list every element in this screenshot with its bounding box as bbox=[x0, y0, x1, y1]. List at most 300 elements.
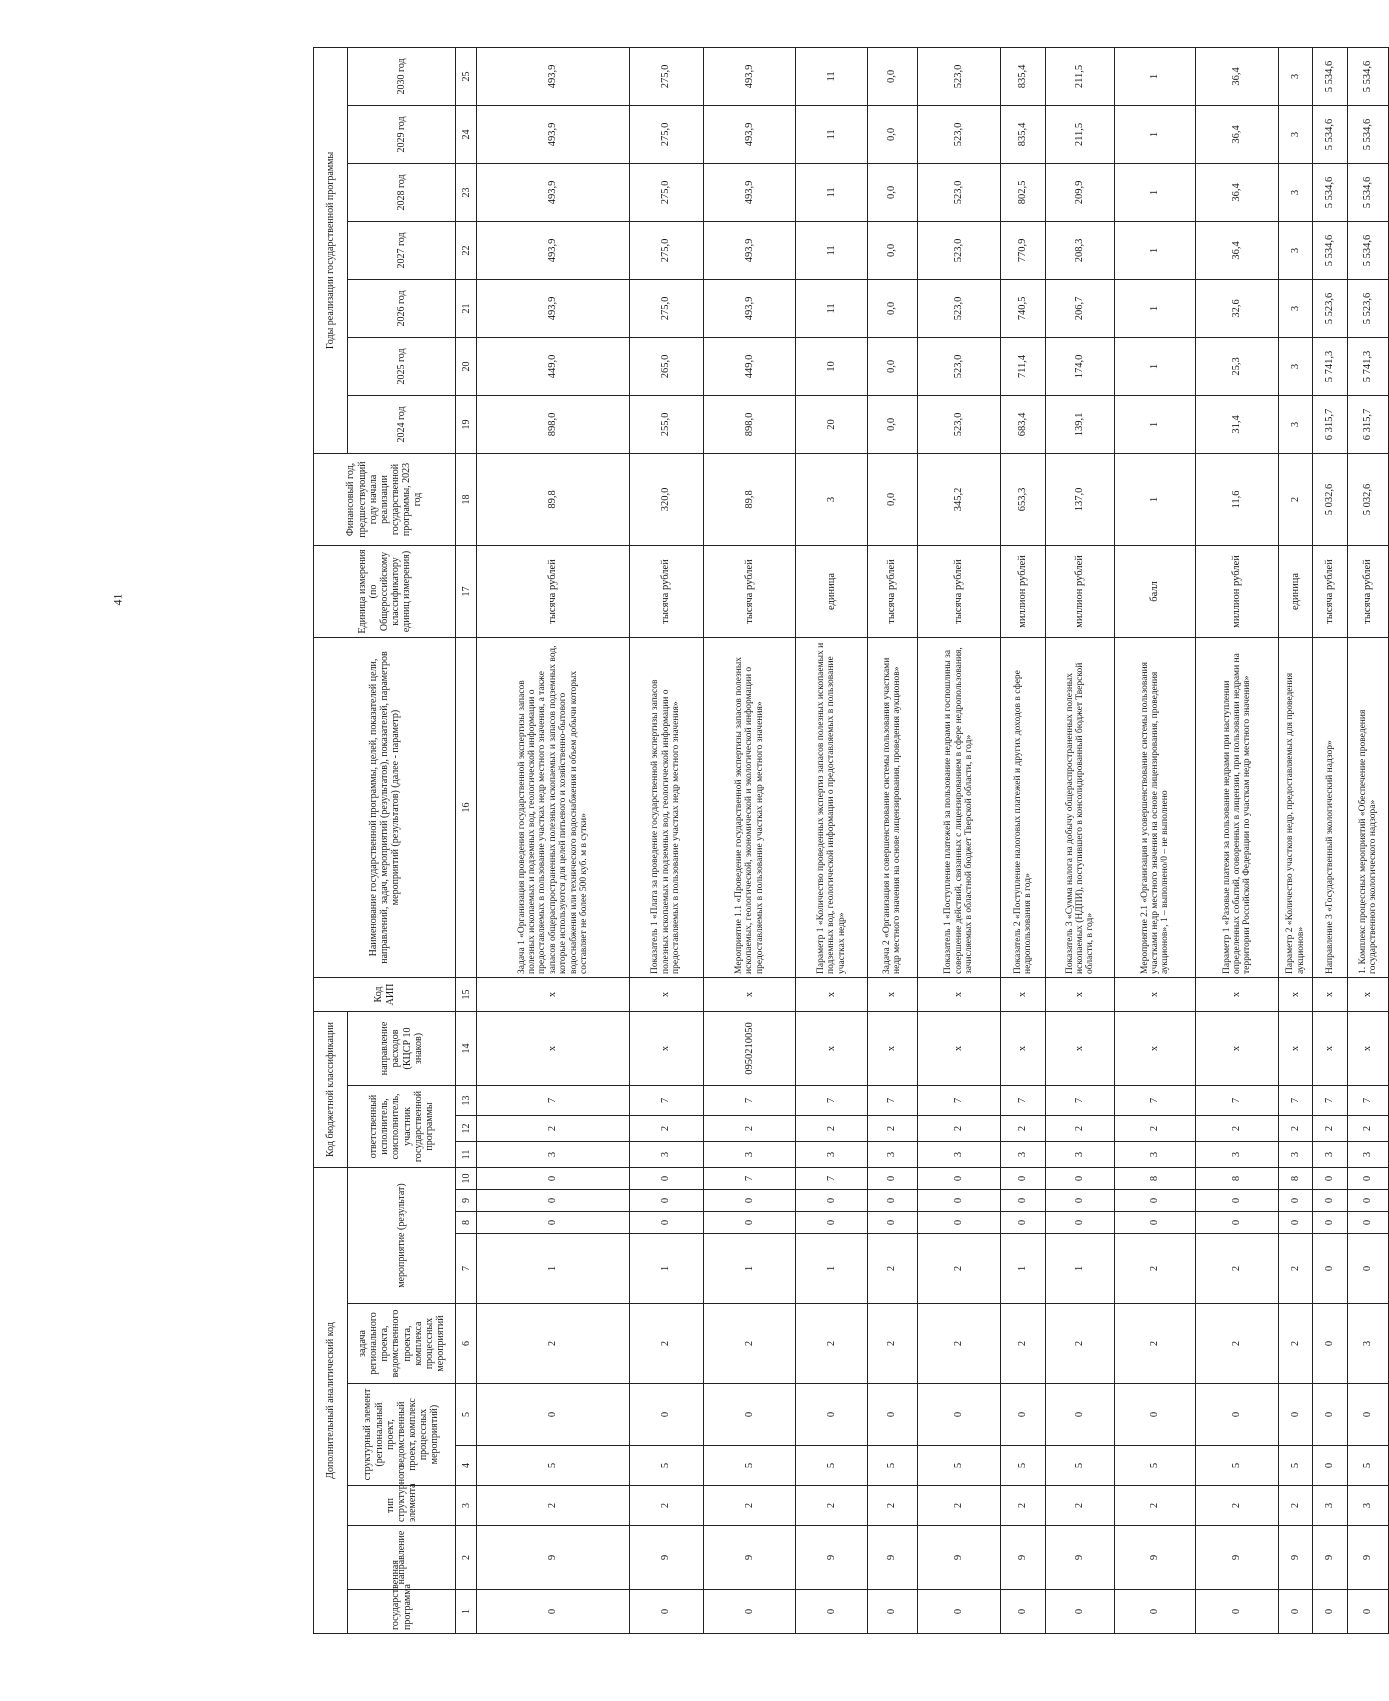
code-cell: 0 bbox=[867, 1384, 917, 1446]
code-cell: 1 bbox=[629, 1234, 703, 1304]
code-cell: 0 bbox=[629, 1190, 703, 1212]
code-cell: 7 bbox=[1000, 1085, 1045, 1115]
code-cell: x bbox=[867, 1011, 917, 1085]
column-number: 10 bbox=[456, 1167, 477, 1189]
year-value: 523,0 bbox=[917, 47, 1000, 105]
code-cell: 2 bbox=[796, 1115, 867, 1141]
code-cell: 0 bbox=[917, 1590, 1000, 1634]
row-name-cell: Задача 1 «Организация проведения государственной экспертизы запасов полезных ископаемых и подземных вод, геологической информации о предоставляемых в пользование участках недр местного значения, а также запасов общераспространенных полезных ископаемых и запасов подземных вод, которые используются для целей питьевого и хозяйственно-бытового водоснабжения или технического водоснабжения и объем добычи которых составляет не более 500 куб. м в сутки» bbox=[477, 637, 629, 977]
code-cell: 3 bbox=[1279, 1141, 1312, 1167]
year-value: 11 bbox=[796, 47, 867, 105]
code-cell: 2 bbox=[477, 1304, 629, 1384]
code-cell: 5 bbox=[1279, 1446, 1312, 1486]
code-cell: 0 bbox=[477, 1190, 629, 1212]
code-cell: 9 bbox=[1115, 1526, 1196, 1590]
year-value: 3 bbox=[1279, 279, 1312, 337]
year-value: 32,6 bbox=[1196, 279, 1279, 337]
code-cell: 0 bbox=[1312, 1167, 1348, 1189]
table-row bbox=[703, 47, 796, 1633]
code-cell: 2 bbox=[867, 1304, 917, 1384]
code-cell: 0 bbox=[1348, 1167, 1389, 1189]
years-title-header: Годы реализации государственной программы bbox=[314, 47, 348, 453]
code-cell: 0 bbox=[477, 1167, 629, 1189]
column-number: 3 bbox=[456, 1486, 477, 1526]
code-cell: 2 bbox=[703, 1115, 796, 1141]
code-cell: 0 bbox=[703, 1212, 796, 1234]
code-cell: x bbox=[477, 977, 629, 1011]
base-year-value: 5 032,6 bbox=[1312, 453, 1348, 545]
code-cell: 2 bbox=[1348, 1115, 1389, 1141]
code-cell: 0 bbox=[796, 1190, 867, 1212]
year-value: 31,4 bbox=[1196, 395, 1279, 453]
row-name-cell: Показатель 1 «Плата за проведение государственной экспертизы запасов полезных ископаемых и подземных вод, геологической информации о предоставляемых в пользование участках недр местного значения» bbox=[629, 637, 703, 977]
program-table-rotated bbox=[313, 58, 1389, 1634]
column-number: 25 bbox=[456, 47, 477, 105]
year-value: 5 741,3 bbox=[1312, 337, 1348, 395]
code-cell: 2 bbox=[917, 1486, 1000, 1526]
code-cell: 0950210050 bbox=[703, 1011, 796, 1085]
year-value: 174,0 bbox=[1046, 337, 1115, 395]
row-name-cell: Параметр 1 «Количество проведенных экспертиз запасов полезных ископаемых и подземных вод, геологической информации о предоставляемых в пользование участках недр» bbox=[796, 637, 867, 977]
column-number: 20 bbox=[456, 337, 477, 395]
code-cell: 2 bbox=[1046, 1486, 1115, 1526]
code-cell: 0 bbox=[1115, 1384, 1196, 1446]
code-cell: x bbox=[917, 1011, 1000, 1085]
code-cell: 0 bbox=[867, 1590, 917, 1634]
code-cell: 3 bbox=[1196, 1141, 1279, 1167]
year-value: 5 534,6 bbox=[1348, 47, 1389, 105]
unit-cell: тысяча рублей bbox=[629, 545, 703, 637]
table-row bbox=[477, 47, 629, 1633]
code-cell: 0 bbox=[629, 1212, 703, 1234]
code-cell: 0 bbox=[1196, 1212, 1279, 1234]
code-cell: 3 bbox=[796, 1141, 867, 1167]
year-value: 0,0 bbox=[867, 163, 917, 221]
year-value: 493,9 bbox=[477, 163, 629, 221]
column-number: 7 bbox=[456, 1234, 477, 1304]
code-cell: 0 bbox=[477, 1212, 629, 1234]
unit-cell: миллион рублей bbox=[1000, 545, 1045, 637]
code-cell: 0 bbox=[867, 1212, 917, 1234]
code-cell: 0 bbox=[1348, 1384, 1389, 1446]
year-value: 1 bbox=[1115, 221, 1196, 279]
year-value: 206,7 bbox=[1046, 279, 1115, 337]
year-value: 0,0 bbox=[867, 47, 917, 105]
code-cell: 2 bbox=[1196, 1304, 1279, 1384]
code-cell: 0 bbox=[1279, 1590, 1312, 1634]
code-cell: 2 bbox=[1279, 1304, 1312, 1384]
column-number: 8 bbox=[456, 1212, 477, 1234]
code-cell: x bbox=[796, 1011, 867, 1085]
code-cell: 2 bbox=[867, 1486, 917, 1526]
code-cell: 2 bbox=[1115, 1304, 1196, 1384]
code-cell: 9 bbox=[1312, 1526, 1348, 1590]
code-cell: 2 bbox=[1279, 1115, 1312, 1141]
base-year-value: 89,8 bbox=[703, 453, 796, 545]
program-header: государственная программа bbox=[348, 1590, 456, 1634]
name-header: Наименование государственной программы, целей, показателей цели, направлений, задач, мероприятий (результатов), показателей, параметров мероприятий (результатов) (далее - параметр) bbox=[314, 637, 456, 977]
code-cell: 9 bbox=[1196, 1526, 1279, 1590]
code-cell: 0 bbox=[477, 1590, 629, 1634]
column-number: 11 bbox=[456, 1141, 477, 1167]
year-value: 208,3 bbox=[1046, 221, 1115, 279]
column-number: 23 bbox=[456, 163, 477, 221]
year-value: 5 523,6 bbox=[1312, 279, 1348, 337]
year-value: 1 bbox=[1115, 337, 1196, 395]
unit-cell: тысяча рублей bbox=[1348, 545, 1389, 637]
code-cell: 0 bbox=[1348, 1190, 1389, 1212]
code-cell: 0 bbox=[867, 1167, 917, 1189]
code-cell: 1 bbox=[1046, 1234, 1115, 1304]
code-cell: 0 bbox=[1312, 1590, 1348, 1634]
year-value: 493,9 bbox=[703, 221, 796, 279]
column-number: 9 bbox=[456, 1190, 477, 1212]
table-row bbox=[1279, 47, 1312, 1633]
year-header: 2026 год bbox=[348, 279, 456, 337]
code-cell: 3 bbox=[1115, 1141, 1196, 1167]
year-value: 11 bbox=[796, 105, 867, 163]
year-value: 275,0 bbox=[629, 105, 703, 163]
code-cell: 0 bbox=[1312, 1234, 1348, 1304]
code-cell: 5 bbox=[917, 1446, 1000, 1486]
row-name-cell: Параметр 2 «Количество участков недр, предоставляемых для проведения аукционов» bbox=[1279, 637, 1312, 977]
column-number: 4 bbox=[456, 1446, 477, 1486]
year-value: 0,0 bbox=[867, 337, 917, 395]
code-cell: 1 bbox=[1000, 1234, 1045, 1304]
code-cell: 9 bbox=[1000, 1526, 1045, 1590]
year-value: 449,0 bbox=[477, 337, 629, 395]
direction-header: направление bbox=[348, 1526, 456, 1590]
code-cell: 2 bbox=[703, 1304, 796, 1384]
code-cell: 3 bbox=[1000, 1141, 1045, 1167]
code-cell: 2 bbox=[629, 1304, 703, 1384]
year-value: 5 534,6 bbox=[1312, 105, 1348, 163]
row-name-cell: Показатель 1 «Поступление платежей за пользование недрами и госпошлины за совершение действий, связанных с лицензированием в сфере недропользования, зачисляемых в областной бюджет Тверской области, в год» bbox=[917, 637, 1000, 977]
column-number: 2 bbox=[456, 1526, 477, 1590]
year-value: 493,9 bbox=[703, 279, 796, 337]
budget-code-header: Код бюджетной классификации bbox=[314, 1011, 348, 1167]
code-cell: 9 bbox=[477, 1526, 629, 1590]
code-cell: x bbox=[1312, 1011, 1348, 1085]
year-value: 711,4 bbox=[1000, 337, 1045, 395]
year-header: 2024 год bbox=[348, 395, 456, 453]
code-cell: x bbox=[477, 1011, 629, 1085]
base-year-value: 89,8 bbox=[477, 453, 629, 545]
code-cell: 5 bbox=[867, 1446, 917, 1486]
code-cell: 0 bbox=[917, 1190, 1000, 1212]
code-cell: 0 bbox=[1196, 1384, 1279, 1446]
base-year-value: 345,2 bbox=[917, 453, 1000, 545]
base-year-value: 11,6 bbox=[1196, 453, 1279, 545]
code-cell: 0 bbox=[1000, 1190, 1045, 1212]
table-row bbox=[917, 47, 1000, 1633]
code-cell: x bbox=[1115, 977, 1196, 1011]
year-value: 5 534,6 bbox=[1348, 221, 1389, 279]
code-cell: 5 bbox=[629, 1446, 703, 1486]
row-name-cell: Мероприятие 2.1 «Организация и усовершенствование системы пользования участками недр местного значения на основе лицензирования, проведения аукционов», 1 – выполнено/0 – не выполнено bbox=[1115, 637, 1196, 977]
year-value: 5 741,3 bbox=[1348, 337, 1389, 395]
code-cell: 2 bbox=[1000, 1486, 1045, 1526]
year-value: 523,0 bbox=[917, 163, 1000, 221]
code-cell: 7 bbox=[1348, 1085, 1389, 1115]
unit-cell: тысяча рублей bbox=[867, 545, 917, 637]
code-cell: 5 bbox=[1046, 1446, 1115, 1486]
year-value: 449,0 bbox=[703, 337, 796, 395]
code-cell: 0 bbox=[1196, 1190, 1279, 1212]
year-value: 1 bbox=[1115, 105, 1196, 163]
column-number: 15 bbox=[456, 977, 477, 1011]
column-number: 19 bbox=[456, 395, 477, 453]
aip-code-header: Код АИП bbox=[314, 977, 456, 1011]
code-cell: 0 bbox=[1046, 1167, 1115, 1189]
code-cell: 0 bbox=[1196, 1590, 1279, 1634]
year-value: 209,9 bbox=[1046, 163, 1115, 221]
row-name-cell: Мероприятие 1.1 «Проведение государственной экспертизы запасов полезных ископаемых, геологической, экономической и экологической информации о предоставляемых в пользование участках недр местного значения» bbox=[703, 637, 796, 977]
table-row bbox=[1312, 47, 1348, 1633]
code-cell: 0 bbox=[477, 1384, 629, 1446]
column-number: 6 bbox=[456, 1304, 477, 1384]
year-value: 275,0 bbox=[629, 221, 703, 279]
code-cell: 0 bbox=[917, 1167, 1000, 1189]
code-cell: 1 bbox=[796, 1234, 867, 1304]
code-cell: 5 bbox=[1348, 1446, 1389, 1486]
column-number: 21 bbox=[456, 279, 477, 337]
column-number: 12 bbox=[456, 1115, 477, 1141]
base-year-value: 3 bbox=[796, 453, 867, 545]
code-cell: 9 bbox=[703, 1526, 796, 1590]
code-cell: 3 bbox=[867, 1141, 917, 1167]
code-cell: 2 bbox=[1000, 1115, 1045, 1141]
table-row bbox=[796, 47, 867, 1633]
code-cell: 0 bbox=[867, 1190, 917, 1212]
column-number: 17 bbox=[456, 545, 477, 637]
code-cell: 8 bbox=[1196, 1167, 1279, 1189]
unit-cell: единица bbox=[796, 545, 867, 637]
base-year-value: 653,3 bbox=[1000, 453, 1045, 545]
base-year-header: Финансовый год, предшествующий году начала реализации государственной программы, 2023 год bbox=[314, 453, 456, 545]
code-cell: x bbox=[1000, 977, 1045, 1011]
year-header: 2028 год bbox=[348, 163, 456, 221]
code-cell: 0 bbox=[629, 1384, 703, 1446]
code-cell: 0 bbox=[1000, 1590, 1045, 1634]
year-value: 5 534,6 bbox=[1312, 47, 1348, 105]
code-cell: 3 bbox=[1348, 1141, 1389, 1167]
year-value: 1 bbox=[1115, 395, 1196, 453]
base-year-value: 320,0 bbox=[629, 453, 703, 545]
code-cell: 3 bbox=[703, 1141, 796, 1167]
unit-cell: тысяча рублей bbox=[1312, 545, 1348, 637]
code-cell: 2 bbox=[1115, 1115, 1196, 1141]
code-cell: 2 bbox=[1279, 1486, 1312, 1526]
code-cell: 7 bbox=[703, 1085, 796, 1115]
year-value: 275,0 bbox=[629, 47, 703, 105]
table-row bbox=[1000, 47, 1045, 1633]
column-number: 22 bbox=[456, 221, 477, 279]
year-value: 493,9 bbox=[477, 221, 629, 279]
code-cell: 7 bbox=[1115, 1085, 1196, 1115]
code-cell: 0 bbox=[1000, 1167, 1045, 1189]
year-value: 11 bbox=[796, 163, 867, 221]
extra-code-header: Дополнительный аналитический код bbox=[314, 1167, 348, 1633]
base-year-value: 2 bbox=[1279, 453, 1312, 545]
year-value: 20 bbox=[796, 395, 867, 453]
code-cell: 0 bbox=[703, 1190, 796, 1212]
code-cell: 7 bbox=[703, 1167, 796, 1189]
column-number: 18 bbox=[456, 453, 477, 545]
year-value: 523,0 bbox=[917, 395, 1000, 453]
column-number: 5 bbox=[456, 1384, 477, 1446]
code-cell: 1 bbox=[703, 1234, 796, 1304]
code-cell: 9 bbox=[1279, 1526, 1312, 1590]
year-value: 493,9 bbox=[703, 163, 796, 221]
year-value: 1 bbox=[1115, 47, 1196, 105]
code-cell: 2 bbox=[1046, 1304, 1115, 1384]
struct-type-header: тип структурного элемента bbox=[348, 1486, 456, 1526]
row-name-cell: Показатель 3 «Сумма налога на добычу общераспространенных полезных ископаемых (НДПИ), поступившего в консолидированный бюджет Тверской области, в год» bbox=[1046, 637, 1115, 977]
unit-cell: балл bbox=[1115, 545, 1196, 637]
code-cell: 0 bbox=[1046, 1190, 1115, 1212]
year-header: 2025 год bbox=[348, 337, 456, 395]
code-cell: 0 bbox=[629, 1167, 703, 1189]
code-cell: 8 bbox=[1115, 1167, 1196, 1189]
year-value: 493,9 bbox=[477, 47, 629, 105]
unit-cell: тысяча рублей bbox=[477, 545, 629, 637]
code-cell: 0 bbox=[1046, 1212, 1115, 1234]
year-value: 139,1 bbox=[1046, 395, 1115, 453]
table-row bbox=[629, 47, 703, 1633]
year-value: 3 bbox=[1279, 163, 1312, 221]
code-cell: x bbox=[1312, 977, 1348, 1011]
year-value: 1 bbox=[1115, 279, 1196, 337]
program-indicators-table bbox=[313, 47, 1389, 1634]
code-cell: 0 bbox=[1115, 1190, 1196, 1212]
code-cell: 0 bbox=[917, 1384, 1000, 1446]
executor-header: ответственный исполнитель, соисполнитель, участник государственной программы bbox=[348, 1085, 456, 1167]
measure-header: мероприятие (результат) bbox=[348, 1167, 456, 1303]
code-cell: 0 bbox=[1115, 1212, 1196, 1234]
code-cell: 7 bbox=[1196, 1085, 1279, 1115]
code-cell: 0 bbox=[1312, 1304, 1348, 1384]
code-cell: 0 bbox=[1279, 1384, 1312, 1446]
year-value: 275,0 bbox=[629, 279, 703, 337]
year-value: 835,4 bbox=[1000, 47, 1045, 105]
struct-elem-header: структурный элемент (региональный проект, ведомственный проект, комплекс процессных мероприятий) bbox=[348, 1384, 456, 1486]
year-value: 523,0 bbox=[917, 105, 1000, 163]
code-cell: x bbox=[867, 977, 917, 1011]
code-cell: x bbox=[1115, 1011, 1196, 1085]
year-value: 3 bbox=[1279, 395, 1312, 453]
code-cell: 9 bbox=[629, 1526, 703, 1590]
year-value: 36,4 bbox=[1196, 47, 1279, 105]
code-cell: 0 bbox=[1279, 1190, 1312, 1212]
code-cell: 0 bbox=[796, 1590, 867, 1634]
year-value: 3 bbox=[1279, 47, 1312, 105]
code-cell: x bbox=[796, 977, 867, 1011]
code-cell: 5 bbox=[703, 1446, 796, 1486]
code-cell: 9 bbox=[1046, 1526, 1115, 1590]
code-cell: 3 bbox=[477, 1141, 629, 1167]
year-value: 11 bbox=[796, 221, 867, 279]
code-cell: 0 bbox=[1348, 1234, 1389, 1304]
code-cell: 7 bbox=[1046, 1085, 1115, 1115]
unit-cell: тысяча рублей bbox=[703, 545, 796, 637]
year-value: 683,4 bbox=[1000, 395, 1045, 453]
code-cell: 0 bbox=[703, 1384, 796, 1446]
code-cell: 5 bbox=[1115, 1446, 1196, 1486]
code-cell: 5 bbox=[796, 1446, 867, 1486]
column-number: 14 bbox=[456, 1011, 477, 1085]
year-value: 523,0 bbox=[917, 337, 1000, 395]
code-cell: x bbox=[1348, 977, 1389, 1011]
year-value: 265,0 bbox=[629, 337, 703, 395]
code-cell: 9 bbox=[917, 1526, 1000, 1590]
code-cell: 0 bbox=[1312, 1446, 1348, 1486]
code-cell: 0 bbox=[1348, 1590, 1389, 1634]
code-cell: x bbox=[1196, 977, 1279, 1011]
code-cell: 7 bbox=[1279, 1085, 1312, 1115]
code-cell: x bbox=[703, 977, 796, 1011]
code-cell: 0 bbox=[1312, 1212, 1348, 1234]
code-cell: 0 bbox=[1115, 1590, 1196, 1634]
code-cell: x bbox=[1046, 977, 1115, 1011]
code-cell: 7 bbox=[629, 1085, 703, 1115]
row-name-cell: 1. Комплекс процессных мероприятий «Обеспечение проведения государственного экологического надзора» bbox=[1348, 637, 1389, 977]
unit-cell: тысяча рублей bbox=[917, 545, 1000, 637]
code-cell: 2 bbox=[629, 1486, 703, 1526]
year-value: 1 bbox=[1115, 163, 1196, 221]
code-cell: x bbox=[1348, 1011, 1389, 1085]
year-value: 36,4 bbox=[1196, 105, 1279, 163]
year-value: 36,4 bbox=[1196, 221, 1279, 279]
base-year-value: 0,0 bbox=[867, 453, 917, 545]
code-cell: 3 bbox=[1348, 1304, 1389, 1384]
code-cell: 7 bbox=[917, 1085, 1000, 1115]
year-value: 835,4 bbox=[1000, 105, 1045, 163]
base-year-value: 137,0 bbox=[1046, 453, 1115, 545]
year-value: 0,0 bbox=[867, 221, 917, 279]
year-value: 11 bbox=[796, 279, 867, 337]
column-number: 24 bbox=[456, 105, 477, 163]
code-cell: x bbox=[1279, 1011, 1312, 1085]
row-name-cell: Параметр 1 «Разовые платежи за пользование недрами при наступлении определенных событий, оговоренных в лицензии, при пользовании недрами на территории Российской Федерации по участкам недр местного значения» bbox=[1196, 637, 1279, 977]
row-name-cell: Задача 2 «Организация и совершенствование системы пользования участками недр местного значения на основе лицензирования, проведения аукционов» bbox=[867, 637, 917, 977]
year-value: 211,5 bbox=[1046, 47, 1115, 105]
code-cell: 7 bbox=[796, 1085, 867, 1115]
code-cell: 0 bbox=[1000, 1384, 1045, 1446]
code-cell: 0 bbox=[1000, 1212, 1045, 1234]
year-value: 5 534,6 bbox=[1348, 163, 1389, 221]
code-cell: 0 bbox=[1312, 1190, 1348, 1212]
year-value: 6 315,7 bbox=[1348, 395, 1389, 453]
unit-cell: миллион рублей bbox=[1196, 545, 1279, 637]
code-cell: 0 bbox=[1279, 1212, 1312, 1234]
row-name-cell: Направление 3 «Государственный экологический надзор» bbox=[1312, 637, 1348, 977]
year-value: 898,0 bbox=[477, 395, 629, 453]
row-name-cell: Показатель 2 «Поступление налоговых платежей и других доходов в сфере недропользования в год» bbox=[1000, 637, 1045, 977]
year-value: 802,5 bbox=[1000, 163, 1045, 221]
code-cell: 5 bbox=[477, 1446, 629, 1486]
code-cell: 2 bbox=[867, 1115, 917, 1141]
code-cell: 2 bbox=[1000, 1304, 1045, 1384]
year-value: 5 534,6 bbox=[1312, 221, 1348, 279]
code-cell: 2 bbox=[867, 1234, 917, 1304]
code-cell: 1 bbox=[477, 1234, 629, 1304]
task-header: задача регионального проекта, ведомственного проекта, комплекса процессных мероприятий bbox=[348, 1304, 456, 1384]
code-cell: 2 bbox=[477, 1115, 629, 1141]
code-cell: 3 bbox=[629, 1141, 703, 1167]
year-value: 740,5 bbox=[1000, 279, 1045, 337]
code-cell: 2 bbox=[1196, 1115, 1279, 1141]
